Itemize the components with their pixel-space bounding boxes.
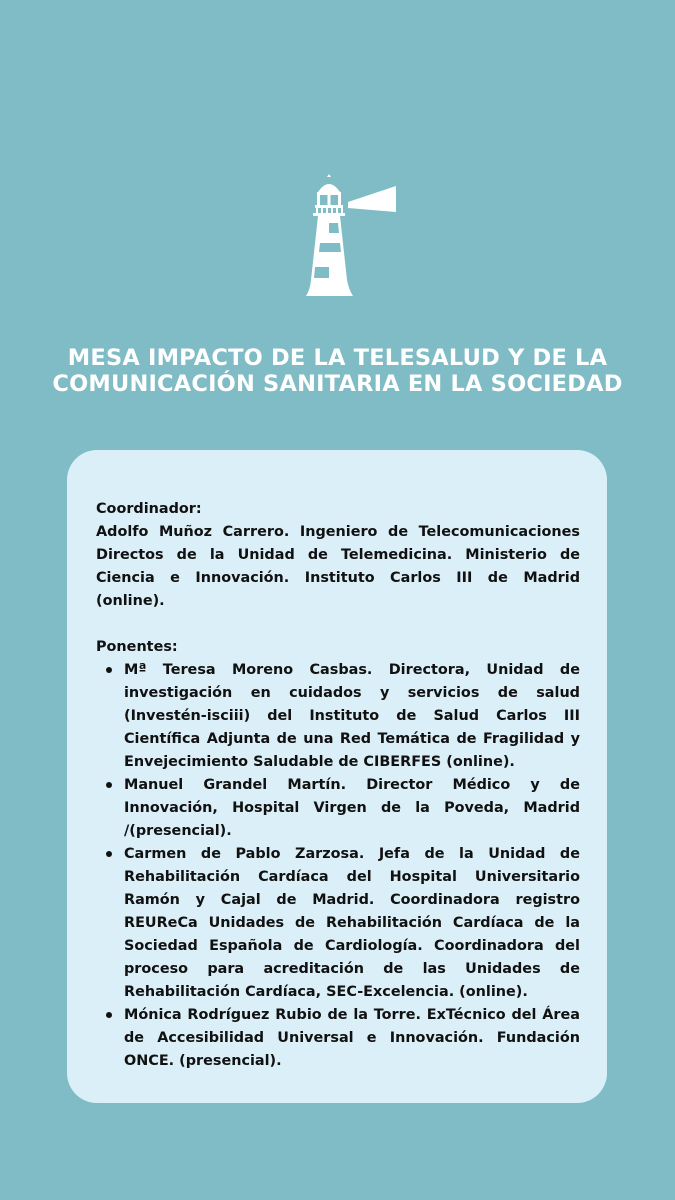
speaker-text: Mónica Rodríguez Rubio de la Torre. ExTécnico del Área de Accesibilidad Universal e Innovación. Fundación ONCE. (presencial). xyxy=(124,1007,580,1069)
speakers-label: Ponentes: xyxy=(96,639,178,655)
speakers-list xyxy=(96,659,580,1073)
title-line-2: COMUNICACIÓN SANITARIA EN LA SOCIEDAD xyxy=(52,371,623,397)
bullet-icon xyxy=(106,782,112,788)
bullet-icon xyxy=(106,851,112,857)
page-title xyxy=(20,345,655,397)
title-line-1: MESA IMPACTO DE LA TELESALUD Y DE LA xyxy=(67,345,608,371)
list-item xyxy=(96,843,580,1004)
coordinator-label: Coordinador: xyxy=(96,501,202,517)
lighthouse-icon xyxy=(300,172,400,300)
speaker-text: Carmen de Pablo Zarzosa. Jefa de la Unidad de Rehabilitación Cardíaca del Hospital Universitario Ramón y Cajal de Madrid. Coordinadora registro REUReCa Unidades de Rehabilitación Cardíaca de la Sociedad Española de Cardiología. Coordinadora del proceso para acreditación de las Unidades de Rehabilitación Cardíaca, SEC-Excelencia. (online). xyxy=(124,846,580,1000)
bullet-icon xyxy=(106,667,112,673)
info-card xyxy=(67,450,607,1103)
list-item xyxy=(96,659,580,774)
list-item xyxy=(96,774,580,843)
speaker-text: Manuel Grandel Martín. Director Médico y de Innovación, Hospital Virgen de la Poveda, Madrid /(presencial). xyxy=(124,777,580,839)
bullet-icon xyxy=(106,1012,112,1018)
coordinator-text: Adolfo Muñoz Carrero. Ingeniero de Telecomunicaciones Directos de la Unidad de Telemedicina. Ministerio de Ciencia e Innovación. Instituto Carlos III de Madrid (online). xyxy=(96,524,580,609)
speaker-text: Mª Teresa Moreno Casbas. Directora, Unidad de investigación en cuidados y servicios de salud (Investén-isciii) del Instituto de Salud Carlos III Científica Adjunta de una Red Temática de Fragilidad y Envejecimiento Saludable de CIBERFES (online). xyxy=(124,662,580,770)
spacer xyxy=(96,613,580,636)
list-item xyxy=(96,1004,580,1073)
card-content xyxy=(96,498,580,1073)
